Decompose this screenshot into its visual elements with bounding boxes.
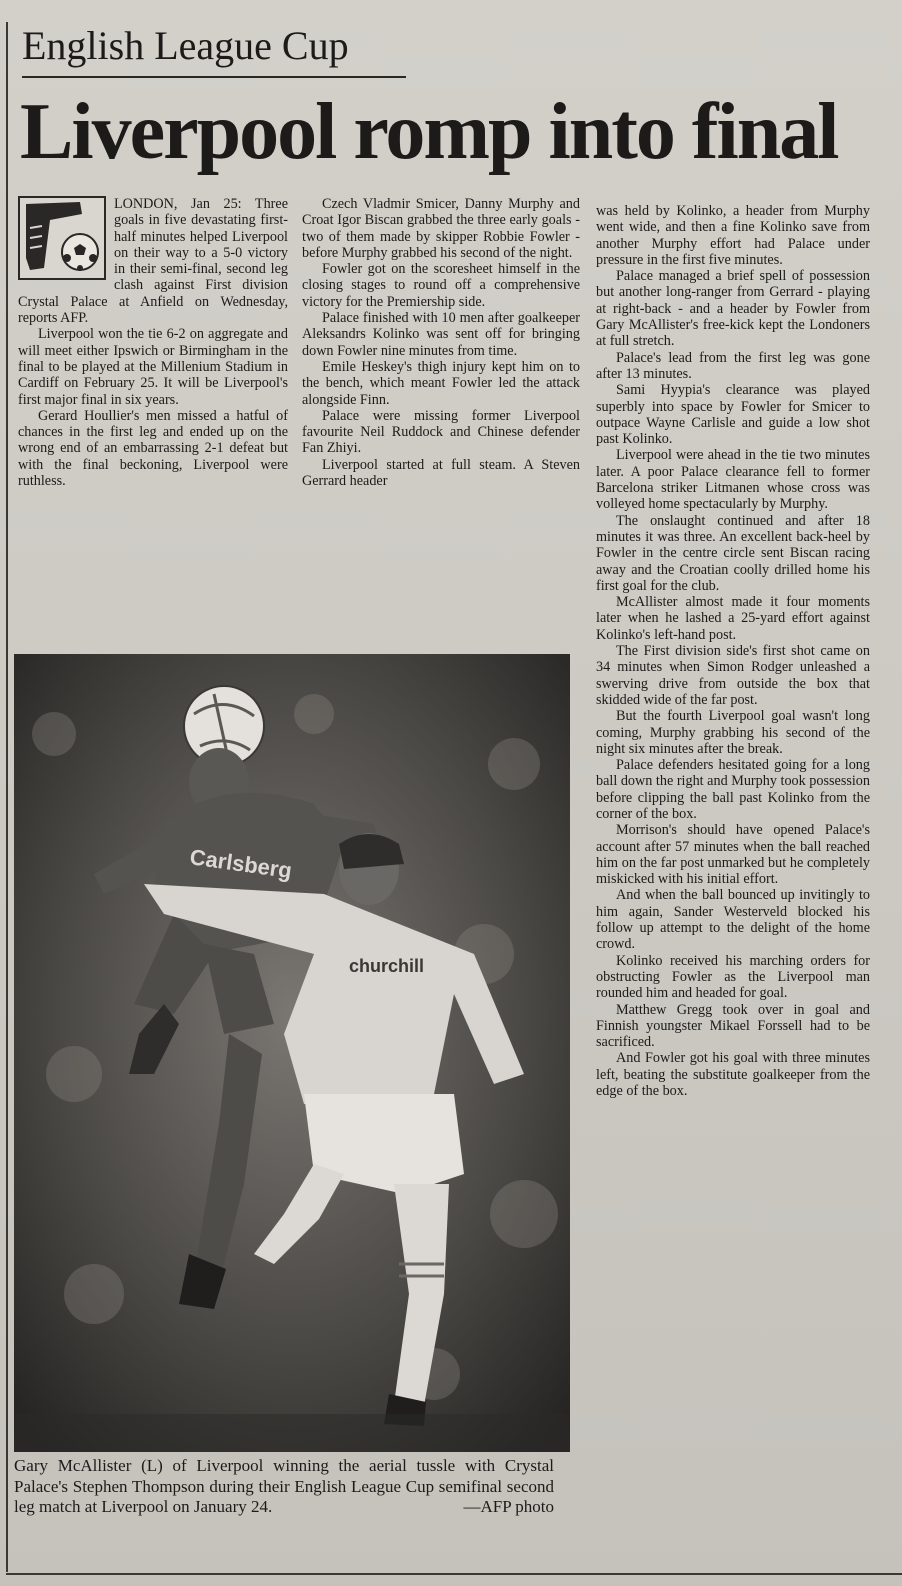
football-boot-and-ball-icon — [18, 196, 106, 280]
article-column-1 — [18, 196, 288, 489]
article-paragraph: Palace defenders hesitated going for a long ball down the right and Murphy took possession before clipping the ball past Kolinko from the corner of the box. — [596, 757, 870, 822]
article-paragraph: Palace finished with 10 men after goalkeeper Aleksandrs Kolinko was sent off for bringing down Fowler nine minutes from time. — [302, 310, 580, 359]
article-paragraph: McAllister almost made it four moments later when he lashed a 25-yard effort against Kolinko's left-hand post. — [596, 594, 870, 643]
article-paragraph: Matthew Gregg took over in goal and Finnish youngster Mikael Forssell had to be sacrificed. — [596, 1001, 870, 1051]
article-paragraph: Morrison's should have opened Palace's account after 57 minutes when the ball reached him on the far post unmarked but he completely miskicked with his initial effort. — [596, 822, 870, 888]
article-paragraph: Gerard Houllier's men missed a hatful of chances in the first leg and ended up on the wrong end of an embarrassing 2-1 defeat but with the final beckoning, Liverpool were ruthless. — [18, 407, 288, 490]
article-paragraph: Liverpool started at full steam. A Steven Gerrard header — [302, 456, 580, 490]
article-paragraph: Czech Vladmir Smicer, Danny Murphy and Croat Igor Biscan grabbed the three early goals - two of them made by skipper Robbie Fowler - before Murphy grabbed his second of the night. — [302, 196, 580, 261]
section-kicker: English League Cup — [22, 23, 349, 68]
shirt-sponsor-left: Carlsberg — [188, 844, 294, 884]
article-paragraph: Palace's lead from the first leg was gone after 13 minutes. — [596, 349, 870, 382]
article-paragraph: The onslaught continued and after 18 minutes it was three. An excellent back-heel by Fowler in the centre circle sent Biscan racing away and the Croatian coolly drilled home his first goal for the club. — [596, 512, 870, 594]
article-column-3 — [596, 203, 870, 1099]
match-photo — [14, 654, 570, 1452]
article-paragraph: Palace were missing former Liverpool favourite Neil Ruddock and Chinese defender Fan Zhiyi. — [302, 407, 580, 457]
article-paragraph: Liverpool won the tie 6-2 on aggregate and will meet either Ipswich or Birmingham in the final to be played at the Millenium Stadium in Cardiff on February 25. It will be Liverpool's first major final in six years. — [18, 326, 288, 408]
kicker-underline — [22, 76, 406, 78]
article-paragraph: Kolinko received his marching orders for obstructing Fowler as the Liverpool man rounded him and headed for goal. — [596, 952, 870, 1002]
article-paragraph: And when the ball bounced up invitingly to him again, Sander Westerveld blocked his follow up attempt to the delight of the home crowd. — [596, 887, 870, 953]
article-paragraph: Liverpool were ahead in the tie two minutes later. A poor Palace clearance fell to former Barcelona striker Litmanen whose cross was volleyed home spectacularly by Murphy. — [596, 447, 870, 513]
article-paragraph: Sami Hyypia's clearance was played superbly into space by Fowler for Smicer to outpace Wayne Carlisle and guide a low shot past Kolinko. — [596, 382, 870, 448]
bottom-rule — [6, 1573, 902, 1575]
shirt-sponsor-right: churchill — [349, 956, 425, 976]
article-paragraph: But the fourth Liverpool goal wasn't long coming, Murphy grabbing his second of the night six minutes after the break. — [596, 708, 870, 757]
article-paragraph: Emile Heskey's thigh injury kept him on to the bench, which meant Fowler led the attack alongside Finn. — [302, 358, 580, 408]
headline: Liverpool romp into final — [20, 88, 838, 176]
left-column-rule — [6, 22, 8, 1572]
caption-text: Gary McAllister (L) of Liverpool winning the aerial tussle with Crystal Palace's Stephen Thompson during their English League Cup semifinal second leg match at Liverpool on January 24. — [14, 1456, 554, 1516]
article-paragraph: Palace managed a brief spell of possession but another long-ranger from Gerrard - playing at right-back - and a header by Fowler from Gary McAllister's free-kick kept the Londoners at full stretch. — [596, 268, 870, 350]
article-paragraph: Fowler got on the scoresheet himself in the closing stages to round off a comprehensive victory for the Premiership side. — [302, 261, 580, 310]
article-paragraph: And Fowler got his goal with three minutes left, beating the substitute goalkeeper from the edge of the box. — [596, 1050, 870, 1100]
photo-credit: —AFP photo — [463, 1497, 554, 1516]
article-paragraph: The First division side's first shot came on 34 minutes when Simon Rodger unleashed a swerving drive from outside the box that skidded wide of the far post. — [596, 643, 870, 708]
photo-caption — [14, 1456, 554, 1518]
article-paragraph: was held by Kolinko, a header from Murphy went wide, and then a fine Kolinko save from another Murphy effort had Palace under pressure in the first five minutes. — [596, 203, 870, 268]
article-paragraph: LONDON, Jan 25: Three goals in five devastating first-half minutes helped Liverpool on their way to a 5-0 victory in their semi-final, second leg clash against First division Crystal Palace at Anfield on Wednesday, reports AFP. — [18, 196, 288, 327]
article-column-2 — [302, 196, 580, 489]
